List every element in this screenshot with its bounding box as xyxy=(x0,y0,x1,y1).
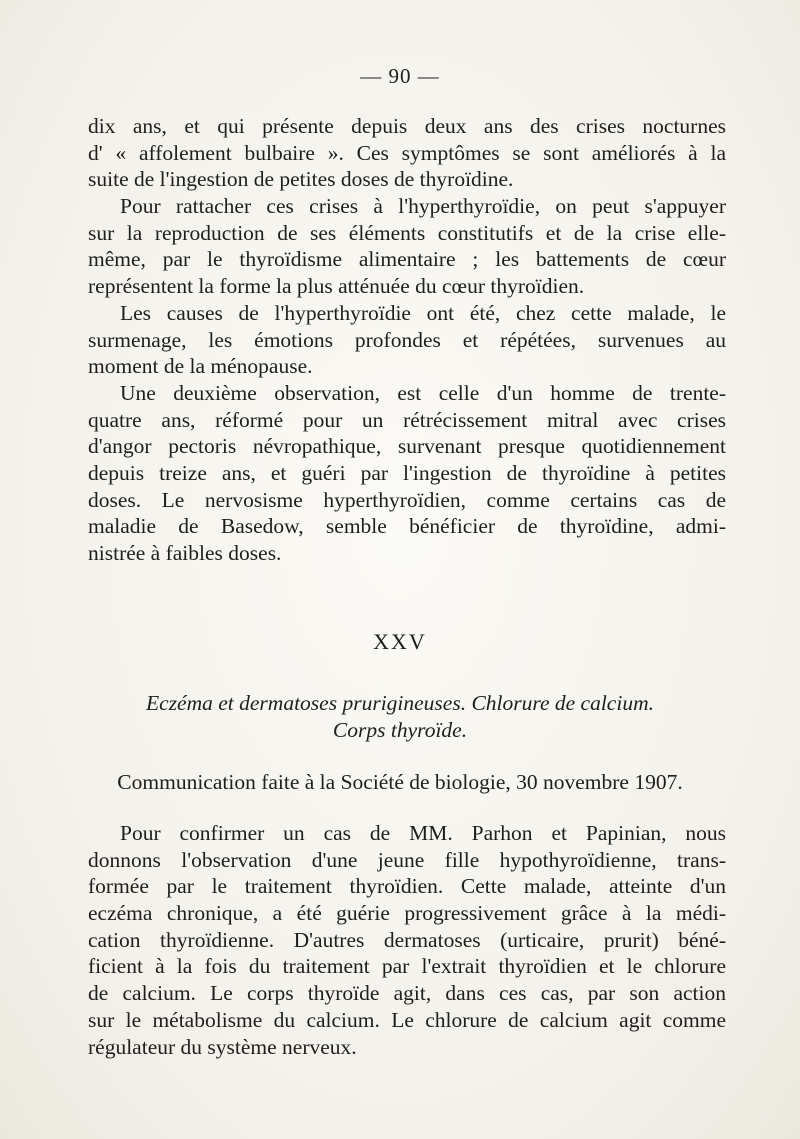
text-line: doses. Le nervosisme hyperthyroïdien, comme certains cas de xyxy=(88,487,726,512)
text-line: maladie de Basedow, semble bénéficier de thyroïdine, admi- xyxy=(88,514,726,539)
section-title-line-2: Corps thyroïde. xyxy=(332,718,468,742)
communication-note: Communication faite à la Société de biologie, 30 novembre 1907. xyxy=(117,770,683,794)
body-text-block-1 xyxy=(88,113,726,567)
text-line: eczéma chronique, a été guérie progressivement grâce à la médi- xyxy=(88,901,726,926)
text-line: représentent la forme la plus atténuée du cœur thyroïdien. xyxy=(88,274,585,299)
section-number: XXV xyxy=(373,629,427,654)
text-line: Une deuxième observation, est celle d'un homme de trente- xyxy=(120,380,726,405)
text-line: nistrée à faibles doses. xyxy=(88,541,282,565)
text-line: sur le métabolisme du calcium. Le chlorure de calcium agit comme xyxy=(88,1007,726,1032)
text-line: régulateur du système nerveux. xyxy=(88,1034,357,1059)
text-line: dix ans, et qui présente depuis deux ans des crises nocturnes xyxy=(88,114,726,138)
text-line: même, par le thyroïdisme alimentaire ; les battements de cœur xyxy=(88,247,726,272)
text-line: depuis treize ans, et guéri par l'ingestion de thyroïdine à petites xyxy=(88,460,726,485)
section-title xyxy=(0,690,800,744)
text-line: Pour confirmer un cas de MM. Parhon et Papinian, nous xyxy=(120,821,726,845)
text-line: surmenage, les émotions profondes et répétées, survenues au xyxy=(88,327,726,352)
text-line: formée par le traitement thyroïdien. Cette malade, atteinte d'un xyxy=(88,874,726,899)
text-line: Les causes de l'hyperthyroïdie ont été, chez cette malade, le xyxy=(120,300,726,325)
text-line: d' « affolement bulbaire ». Ces symptômes se sont améliorés à la xyxy=(88,140,726,165)
text-line: cation thyroïdienne. D'autres dermatoses (urticaire, prurit) béné- xyxy=(88,927,726,952)
text-line: ficient à la fois du traitement par l'extrait thyroïdien et le chlorure xyxy=(88,954,726,979)
text-line: moment de la ménopause. xyxy=(88,354,313,379)
section-title-line-1: Eczéma et dermatoses prurigineuses. Chlorure de calcium. xyxy=(146,691,654,715)
text-line: donnons l'observation d'une jeune fille hypothyroïdienne, trans- xyxy=(88,847,726,872)
page-number: — 90 — xyxy=(360,64,440,88)
text-line: quatre ans, réformé pour un rétrécissement mitral avec crises xyxy=(88,407,726,432)
text-line: suite de l'ingestion de petites doses de thyroïdine. xyxy=(88,167,514,192)
text-line: Pour rattacher ces crises à l'hyperthyroïdie, on peut s'appuyer xyxy=(120,194,726,219)
body-text-block-2 xyxy=(88,820,726,1060)
text-line: de calcium. Le corps thyroïde agit, dans ces cas, par son action xyxy=(88,981,726,1006)
text-line: d'angor pectoris névropathique, survenant presque quotidiennement xyxy=(88,434,726,459)
text-line: sur la reproduction de ses éléments constitutifs et de la crise elle- xyxy=(88,220,726,245)
